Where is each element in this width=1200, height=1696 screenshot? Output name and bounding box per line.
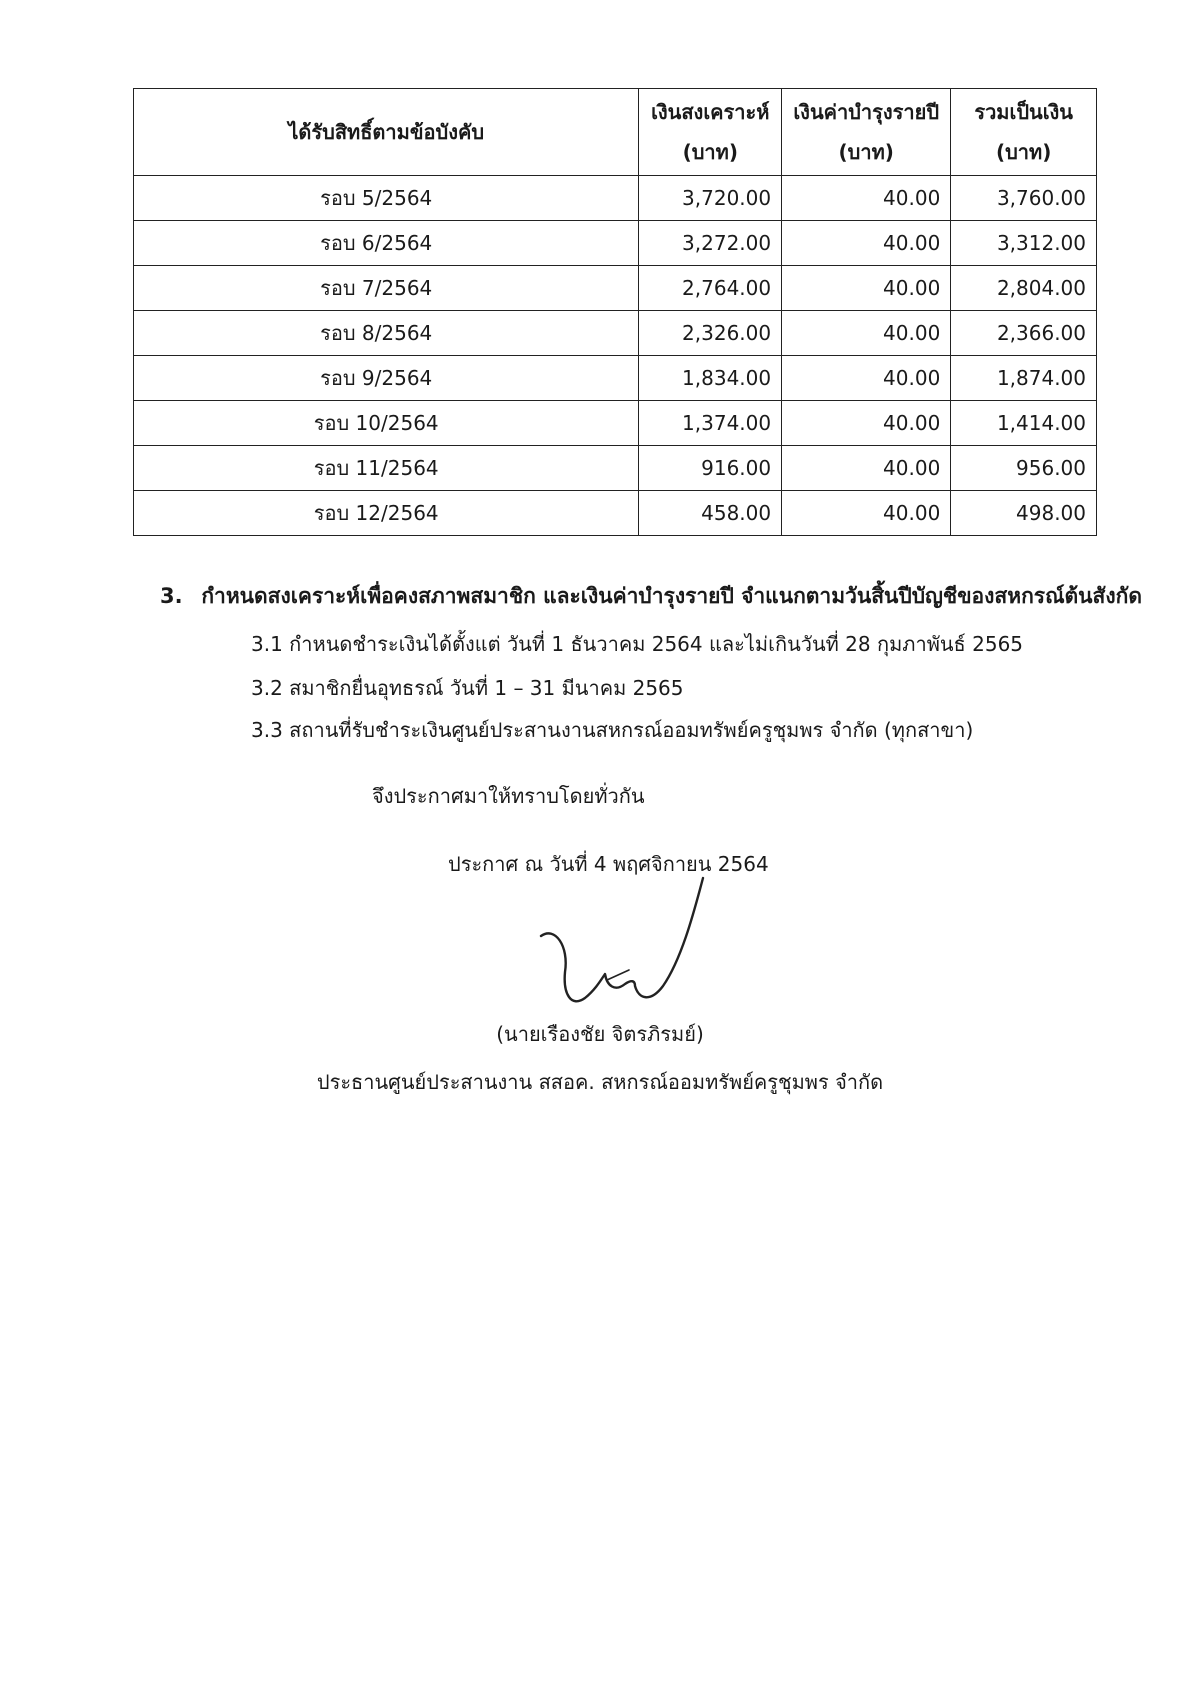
section-3-1-item: 3.1 กำหนดชำระเงินได้ตั้งแต่ วันที่ 1 ธันวาคม 2564 และไม่เกินวันที่ 28 กุมภาพันธ์ 2565 <box>251 632 1024 656</box>
cell-total: 956.00 <box>951 446 1097 491</box>
cell-total: 3,760.00 <box>951 176 1097 221</box>
cell-total: 3,312.00 <box>951 221 1097 266</box>
section-3-2-item: 3.2 สมาชิกยื่นอุทธรณ์ วันที่ 1 – 31 มีนาคม 2565 <box>251 676 684 700</box>
closing-statement: จึงประกาศมาให้ทราบโดยทั่วกัน <box>372 784 645 808</box>
cell-welfare: 2,326.00 <box>639 311 782 356</box>
cell-fee: 40.00 <box>782 311 951 356</box>
cell-round: รอบ 8/2564 <box>134 311 639 356</box>
cell-total: 2,366.00 <box>951 311 1097 356</box>
cell-round: รอบ 7/2564 <box>134 266 639 311</box>
cell-round: รอบ 9/2564 <box>134 356 639 401</box>
cell-welfare: 3,272.00 <box>639 221 782 266</box>
table-row <box>134 491 1097 536</box>
cell-round: รอบ 10/2564 <box>134 401 639 446</box>
header-welfare <box>639 89 782 176</box>
cell-fee: 40.00 <box>782 446 951 491</box>
header-total-unit: (บาท) <box>995 140 1052 164</box>
cell-welfare: 1,834.00 <box>639 356 782 401</box>
cell-round: รอบ 12/2564 <box>134 491 639 536</box>
cell-fee: 40.00 <box>782 221 951 266</box>
header-total <box>951 89 1097 176</box>
handwritten-signature <box>535 876 705 1016</box>
header-round: ได้รับสิทธิ์ตามข้อบังคับ <box>134 89 639 176</box>
cell-round: รอบ 6/2564 <box>134 221 639 266</box>
section-3-3-item: 3.3 สถานที่รับชำระเงินศูนย์ประสานงานสหกรณ์ออมทรัพย์ครูชุมพร จำกัด (ทุกสาขา) <box>251 718 974 742</box>
header-fee-label: เงินค่าบำรุงรายปี <box>793 100 940 124</box>
section-3-title: กำหนดสงเคราะห์เพื่อคงสภาพสมาชิก และเงินค่าบำรุงรายปี จำแนกตามวันสิ้นปีบัญชีของสหกรณ์ต้นสังกัด <box>201 584 1142 608</box>
header-fee <box>782 89 951 176</box>
cell-fee: 40.00 <box>782 491 951 536</box>
signer-title: ประธานศูนย์ประสานงาน สสอค. สหกรณ์ออมทรัพย์ครูชุมพร จำกัด <box>316 1070 884 1094</box>
cell-total: 1,414.00 <box>951 401 1097 446</box>
cell-fee: 40.00 <box>782 266 951 311</box>
table-row <box>134 356 1097 401</box>
table-row <box>134 311 1097 356</box>
header-welfare-label: เงินสงเคราะห์ <box>651 100 770 124</box>
section-3-heading <box>160 580 1142 613</box>
cell-fee: 40.00 <box>782 176 951 221</box>
cell-welfare: 1,374.00 <box>639 401 782 446</box>
announcement-dateline: ประกาศ ณ วันที่ 4 พฤศจิกายน 2564 <box>448 852 769 876</box>
signer-name: (นายเรืองชัย จิตรภิรมย์) <box>496 1022 704 1046</box>
cell-round: รอบ 5/2564 <box>134 176 639 221</box>
table-row <box>134 176 1097 221</box>
header-total-label: รวมเป็นเงิน <box>974 100 1073 124</box>
cell-total: 1,874.00 <box>951 356 1097 401</box>
table-row <box>134 221 1097 266</box>
table-row <box>134 401 1097 446</box>
header-welfare-unit: (บาท) <box>682 140 738 164</box>
cell-total: 2,804.00 <box>951 266 1097 311</box>
table-header-row <box>134 89 1097 176</box>
cell-fee: 40.00 <box>782 356 951 401</box>
cell-welfare: 458.00 <box>639 491 782 536</box>
cell-total: 498.00 <box>951 491 1097 536</box>
welfare-rate-table <box>133 88 1097 536</box>
cell-fee: 40.00 <box>782 401 951 446</box>
section-3-number: 3. <box>160 584 183 608</box>
cell-welfare: 3,720.00 <box>639 176 782 221</box>
cell-welfare: 916.00 <box>639 446 782 491</box>
table-row <box>134 446 1097 491</box>
cell-welfare: 2,764.00 <box>639 266 782 311</box>
table-row <box>134 266 1097 311</box>
header-fee-unit: (บาท) <box>838 140 894 164</box>
cell-round: รอบ 11/2564 <box>134 446 639 491</box>
